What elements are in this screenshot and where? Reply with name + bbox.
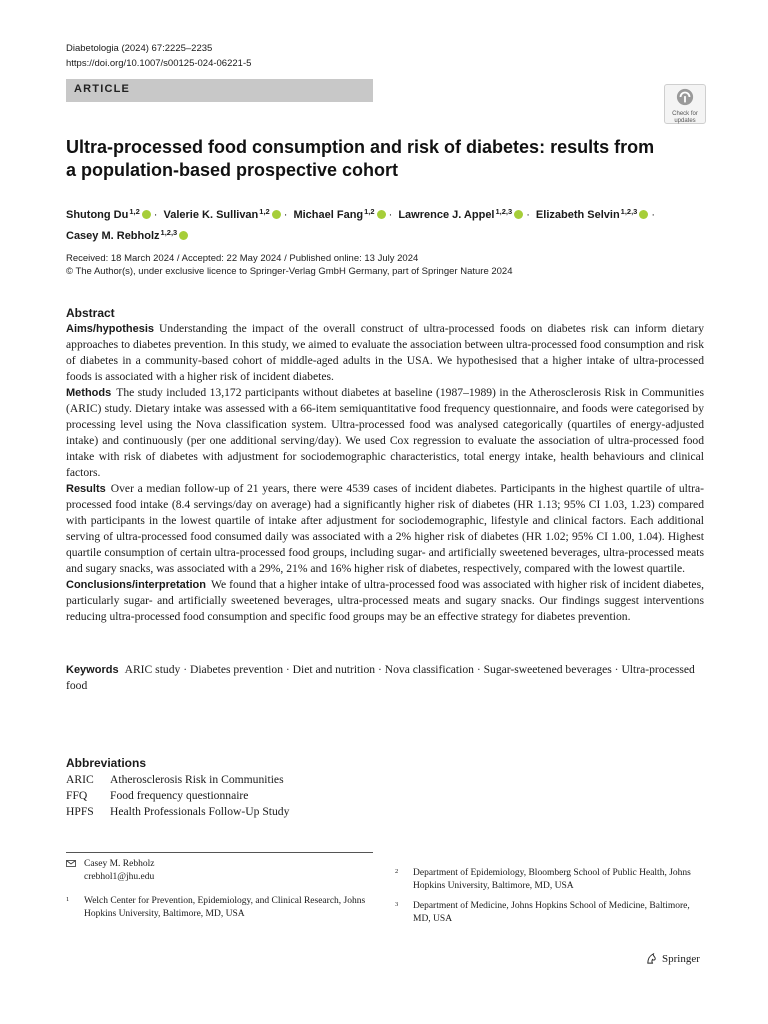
author[interactable]	[293, 209, 385, 221]
author-affiliation: 1,2	[259, 207, 270, 216]
abstract-heading: Abstract	[66, 306, 115, 320]
abbreviation-row	[66, 804, 289, 820]
orcid-icon[interactable]	[142, 210, 151, 219]
abbreviation-term: HPFS	[66, 805, 94, 818]
date-history: Received: 18 March 2024 / Accepted: 22 May 2024 / Published online: 13 July 2024	[66, 253, 419, 264]
author[interactable]	[66, 209, 151, 221]
author-separator: ·	[388, 209, 393, 221]
publication-dates	[66, 252, 513, 278]
affiliation-number: 1	[66, 896, 70, 903]
article-type-label: ARTICLE	[74, 83, 131, 95]
author-name: Michael Fang	[293, 209, 364, 221]
abstract-label: Methods	[66, 387, 112, 399]
author-separator: ·	[153, 209, 158, 221]
author-affiliation: 1,2,3	[495, 207, 513, 216]
author-list	[66, 203, 706, 245]
affiliation-text: Department of Medicine, Johns Hopkins School of Medicine, Baltimore, MD, USA	[413, 901, 690, 924]
author-name: Casey M. Rebholz	[66, 230, 160, 242]
author-affiliation: 1,2	[364, 207, 375, 216]
footnote-divider	[66, 852, 373, 853]
author[interactable]	[536, 209, 648, 221]
envelope-icon	[66, 860, 76, 867]
abstract-text: Understanding the impact of the overall construct of ultra-processed foods on diabetes risk can inform dietary approaches to diabetes prevention. In this study, we aimed to evaluate the association between ultra-processed food consumption and risk of diabetes in a community-based cohort of middle-aged adults in the USA. We hypothesised that a higher intake of ultra-processed foods is associated with a higher risk of incident diabetes.	[66, 322, 704, 383]
author-name: Valerie K. Sullivan	[163, 209, 259, 221]
abstract-label: Results	[66, 483, 106, 495]
keywords-section	[66, 662, 704, 694]
affiliation-number: 2	[395, 868, 399, 875]
abstract-results	[66, 481, 704, 577]
article-title: Ultra-processed food consumption and risk of diabetes: results from a population-based prospective cohort	[66, 137, 655, 180]
orcid-icon[interactable]	[179, 231, 188, 240]
abstract-text: We found that a higher intake of ultra-processed food was associated with higher risk of incident diabetes, particularly sugar- and artificially sweetened beverages, ultra-processed meats and sugary snacks. Our findings suggest interventions reducing ultra-processed food consumption and specific food groups may be an effective strategy for diabetes prevention.	[66, 578, 704, 623]
corresponding-name: Casey M. Rebholz	[84, 859, 155, 869]
author[interactable]	[398, 209, 523, 221]
publisher-logo	[645, 952, 700, 965]
abstract-label: Conclusions/interpretation	[66, 579, 206, 591]
copyright-line: © The Author(s), under exclusive licence to Springer-Verlag GmbH Germany, part of Springer Nature 2024	[66, 266, 513, 277]
abbreviations-heading: Abbreviations	[66, 756, 147, 770]
orcid-icon[interactable]	[639, 210, 648, 219]
abstract-text: Over a median follow-up of 21 years, there were 4539 cases of incident diabetes. Participants in the highest quartile of ultra-processed food intake (8.4 servings/day on average) had a significantly higher risk of diabetes (HR 1.13; 95% CI 1.03, 1.23) compared with participants in the lowest quartile of intake after adjustment for sociodemographic, lifestyle and clinical factors. Each additional serving of ultra-processed food consumed daily was associated with a 2% higher risk of diabetes (HR 1.02; 95% CI 1.00, 1.04). Highest quartile consumption of certain ultra-processed food groups, including sugar- and artificially sweetened beverages, ultra-processed meats and sugary snacks, was associated with a 29%, 21% and 16% higher risk of diabetes, respectively, compared with the lowest quartile.	[66, 482, 704, 575]
author-name: Elizabeth Selvin	[535, 209, 620, 221]
abbreviation-definition: Atherosclerosis Risk in Communities	[110, 773, 284, 786]
abbreviation-definition: Food frequency questionnaire	[110, 789, 249, 802]
journal-citation: Diabetologia (2024) 67:2225–2235	[66, 43, 213, 54]
springer-horse-icon	[645, 952, 658, 965]
publisher-name: Springer	[662, 952, 700, 965]
author-separator: ·	[651, 209, 656, 221]
affiliation-number: 3	[395, 901, 399, 908]
author-affiliation: 1,2,3	[160, 228, 178, 237]
abstract-conclusions	[66, 577, 704, 625]
abbreviation-row	[66, 788, 289, 804]
check-for-updates-badge[interactable]	[664, 84, 706, 124]
abstract-text: The study included 13,172 participants without diabetes at baseline (1987–1989) in the Atherosclerosis Risk in Communities (ARIC) study. Dietary intake was assessed with a 66-item semiquantitative food frequency questionnaire, and foods were categorised by processing level using the Nova classification system. Ultra-processed food was analysed categorically (quartiles of energy-adjusted intake) and continuously (per one additional serving/day). We used Cox regression to evaluate the association of ultra-processed food intake with risk of diabetes with adjustment for sociodemographic characteristics, total energy intake, health behaviours and clinical factors.	[66, 386, 704, 479]
corresponding-email[interactable]: crebhol1@jhu.edu	[84, 872, 155, 882]
author-separator: ·	[283, 209, 288, 221]
doi-link[interactable]: https://doi.org/10.1007/s00125-024-06221-5	[66, 58, 252, 69]
abstract-label: Aims/hypothesis	[66, 323, 155, 335]
orcid-icon[interactable]	[377, 210, 386, 219]
abbreviation-row	[66, 772, 289, 788]
orcid-icon[interactable]	[272, 210, 281, 219]
keywords-label: Keywords	[66, 664, 119, 676]
author-name: Lawrence J. Appel	[398, 209, 495, 221]
article-type-bar	[66, 79, 373, 102]
abstract-methods	[66, 385, 704, 481]
keywords-text: ARIC study · Diabetes prevention · Diet and nutrition · Nova classification · Sugar-sweetened beverages · Ultra-processed food	[66, 663, 695, 692]
journal-header	[66, 41, 251, 71]
abstract-section	[66, 306, 704, 625]
orcid-icon[interactable]	[514, 210, 523, 219]
author-name: Shutong Du	[66, 209, 129, 221]
author[interactable]	[66, 230, 188, 242]
check-updates-text: Check for updates	[672, 111, 698, 124]
abbreviation-term: ARIC	[66, 773, 94, 786]
author-affiliation: 1,2,3	[620, 207, 638, 216]
author[interactable]	[164, 209, 281, 221]
affiliation-footnote	[395, 867, 695, 893]
abbreviations-section	[66, 756, 289, 820]
affiliation-footnote	[395, 900, 695, 926]
corresponding-author	[66, 858, 154, 884]
affiliation-footnote	[66, 895, 366, 921]
author-affiliation: 1,2	[129, 207, 140, 216]
abbreviation-term: FFQ	[66, 789, 88, 802]
abbreviation-definition: Health Professionals Follow-Up Study	[110, 805, 290, 818]
abstract-aims	[66, 321, 704, 385]
author-separator: ·	[526, 209, 530, 221]
affiliation-text: Welch Center for Prevention, Epidemiology, and Clinical Research, Johns Hopkins University, Baltimore, MD, USA	[84, 896, 366, 919]
check-updates-icon	[676, 88, 694, 106]
affiliation-text: Department of Epidemiology, Bloomberg School of Public Health, Johns Hopkins University, Baltimore, MD, USA	[413, 868, 691, 891]
